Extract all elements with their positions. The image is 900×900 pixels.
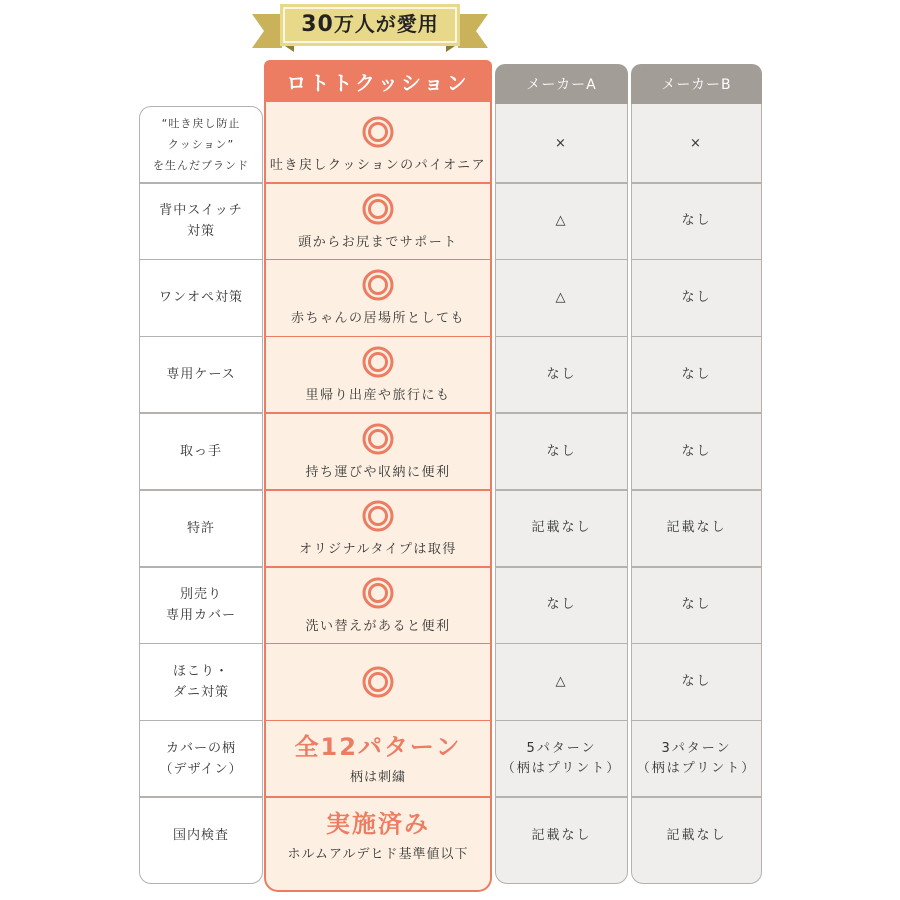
maker-b-cell (631, 720, 762, 797)
roto-highlight: 実施済み (326, 810, 430, 839)
roto-highlight: 全12パターン (294, 733, 462, 762)
roto-description: 赤ちゃんの居場所としても (290, 311, 465, 327)
row-label-text (159, 287, 243, 308)
maker-b-value: なし (681, 673, 712, 689)
maker-b-value: なし (681, 366, 712, 382)
roto-description: オリジナルタイプは取得 (299, 541, 457, 557)
text-line: “吐き戻し防止 (161, 116, 241, 130)
roto-cell (264, 644, 492, 721)
row-label-text (173, 661, 229, 703)
row-label-text (159, 200, 242, 242)
roto-description: 洗い替えがあると便利 (305, 618, 451, 634)
maker-b-value: なし (681, 213, 712, 229)
maker-b-value (637, 739, 756, 779)
maker-a-value: × (555, 136, 568, 152)
text-line: 3パターン (661, 740, 732, 756)
maker-a-cell (495, 336, 628, 413)
row-label-text (173, 825, 229, 846)
maker-b-value: なし (681, 289, 712, 305)
row-label-text (166, 584, 236, 626)
text-line: ほこり・ (172, 663, 229, 679)
roto-cell (264, 567, 492, 644)
maker-a-cell (495, 490, 628, 567)
row-label (139, 490, 263, 567)
double-circle-icon (362, 666, 394, 698)
text-line: 取っ手 (179, 444, 222, 460)
double-circle-icon (362, 346, 394, 378)
maker-a-cell (495, 260, 628, 337)
maker-a-value: 記載なし (531, 827, 592, 843)
text-line: ダニ対策 (172, 684, 229, 700)
maker-a-value: なし (546, 443, 577, 459)
row-label-text (153, 113, 249, 176)
maker-b-cell (631, 567, 762, 644)
text-line: （柄はプリント） (501, 760, 622, 776)
roto-description: 頭からお尻までサポート (298, 234, 458, 250)
maker-a-value: なし (546, 366, 577, 382)
maker-b-value: × (690, 136, 703, 152)
text-line: を生んだブランド (153, 158, 249, 172)
row-label-text (180, 441, 222, 462)
maker-a-cell (495, 413, 628, 490)
row-label (139, 413, 263, 490)
banner-text: 30万人が愛用 (301, 12, 439, 37)
maker-b-cell (631, 183, 762, 260)
maker-a-cell (495, 797, 628, 874)
maker-b-cell (631, 797, 762, 874)
roto-cell (264, 797, 492, 874)
text-line: 5パターン (526, 740, 597, 756)
maker-a-cell (495, 106, 628, 183)
text-line: 専用ケース (166, 367, 236, 383)
roto-description: 里帰り出産や旅行にも (305, 388, 451, 404)
row-label (139, 567, 263, 644)
text-line: 国内検査 (172, 828, 229, 844)
double-circle-icon (362, 193, 394, 225)
row-label-text (187, 518, 215, 539)
roto-description: 持ち運びや収納に便利 (305, 465, 451, 481)
maker-b-value: なし (681, 597, 712, 613)
maker-a-cell (495, 183, 628, 260)
row-label (139, 260, 263, 337)
text-line: カバーの柄 (165, 740, 236, 756)
maker-b-cell (631, 413, 762, 490)
row-label (139, 720, 263, 797)
text-line: 対策 (186, 224, 215, 240)
maker-a-cell (495, 644, 628, 721)
text-line: 背中スイッチ (159, 203, 243, 219)
maker-b-cell (631, 336, 762, 413)
roto-cell (264, 260, 492, 337)
maker-b-value: 記載なし (666, 827, 727, 843)
text-line: （デザイン） (159, 761, 243, 777)
double-circle-icon (362, 423, 394, 455)
roto-subtext: ホルムアルデヒド基準値以下 (287, 847, 469, 863)
roto-cell (264, 413, 492, 490)
row-label-text (159, 738, 242, 780)
maker-b-cell (631, 106, 762, 183)
text-line: （柄はプリント） (636, 760, 757, 776)
maker-a-value: なし (546, 597, 577, 613)
maker-a-value: △ (555, 673, 568, 689)
header-maker-a: メーカーA (495, 64, 628, 104)
maker-a-cell (495, 720, 628, 797)
row-label (139, 644, 263, 721)
maker-a-value: △ (555, 213, 568, 229)
double-circle-icon (362, 500, 394, 532)
roto-description: 吐き戻しクッションのパイオニア (269, 157, 487, 173)
award-banner (252, 0, 488, 56)
maker-b-cell (631, 260, 762, 337)
roto-cell (264, 106, 492, 183)
header-maker-b: メーカーB (631, 64, 762, 104)
roto-subtext: 柄は刺繍 (349, 770, 406, 786)
row-label (139, 797, 263, 874)
row-label (139, 183, 263, 260)
maker-a-value: 記載なし (531, 520, 592, 536)
roto-cell (264, 183, 492, 260)
row-label (139, 106, 263, 183)
double-circle-icon (362, 577, 394, 609)
roto-cell (264, 720, 492, 797)
text-line: ワンオペ対策 (158, 290, 243, 306)
roto-cell (264, 490, 492, 567)
roto-cell (264, 336, 492, 413)
maker-b-value: なし (681, 443, 712, 459)
text-line: 別売り (179, 587, 222, 603)
maker-b-value: 記載なし (666, 520, 727, 536)
text-line: クッション” (167, 137, 235, 151)
maker-a-value: △ (555, 289, 568, 305)
text-line: 特許 (186, 520, 215, 536)
double-circle-icon (362, 116, 394, 148)
double-circle-icon (362, 269, 394, 301)
maker-b-cell (631, 490, 762, 567)
maker-b-cell (631, 644, 762, 721)
text-line: 専用カバー (165, 608, 236, 624)
maker-a-value (502, 739, 621, 779)
header-roto-cushion: ロトトクッション (264, 60, 492, 102)
row-label-text (166, 364, 235, 385)
maker-a-cell (495, 567, 628, 644)
row-label (139, 336, 263, 413)
